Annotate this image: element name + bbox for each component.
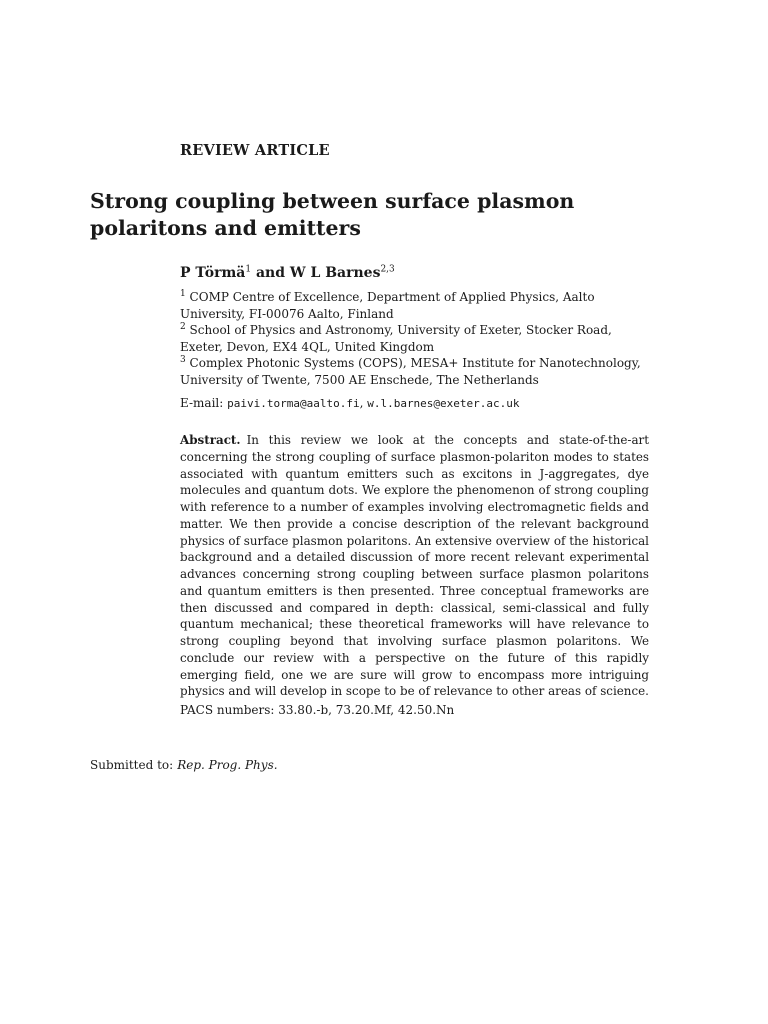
paper-title: Strong coupling between surface plasmon polaritons and emitters [90, 189, 575, 240]
author-name: P Törmä [180, 265, 246, 281]
author-list [180, 265, 395, 281]
pacs-numbers: PACS numbers: 33.80.-b, 73.20.Mf, 42.50.Nn [180, 703, 455, 717]
author-name: W L Barnes [289, 265, 381, 281]
email-separator: , [359, 396, 368, 410]
article-type-label: REVIEW ARTICLE [180, 142, 330, 159]
affiliation-text: School of Physics and Astronomy, University of Exeter, Stocker Road, Exeter, Devon, EX4 4QL, United Kingdom [180, 323, 612, 354]
abstract [180, 432, 649, 700]
affiliation-item [180, 322, 650, 355]
abstract-text: In this review we look at the concepts and state-of-the-art concerning the strong coupling of surface plasmon-polariton modes to states associated with quantum emitters such as excitons in J-aggregates, dye molecules and quantum dots. We explore the phenomenon of strong coupling with reference to a number of examples involving electromagnetic fields and matter. We then provide a concise description of the relevant background physics of surface plasmon polaritons. An extensive overview of the historical background and a detailed discussion of more recent relevant experimental advances concerning strong coupling between surface plasmon polaritons and quantum emitters is then presented. Three conceptual frameworks are then discussed and compared in depth: classical, semi-classical and fully quantum mechanical; these theoretical frameworks will have relevance to strong coupling beyond that involving surface plasmon polaritons. We conclude our review with a perspective on the future of this rapidly emerging field, one we are sure will grow to encompass more intriguing physics and will develop in scope to be of relevance to other areas of science. [180, 433, 649, 699]
author-affiliation-marker: 2,3 [380, 264, 395, 275]
author-connector: and [251, 265, 290, 281]
affiliation-item [180, 355, 650, 388]
affiliation-item [180, 289, 650, 322]
affiliation-text: Complex Photonic Systems (COPS), MESA+ Institute for Nanotechnology, University of Twente, 7500 AE Enschede, The Netherlands [180, 356, 641, 387]
journal-name: Rep. Prog. Phys. [177, 758, 278, 772]
submission-label: Submitted to: [90, 758, 174, 772]
email-link[interactable]: w.l.barnes@exeter.ac.uk [367, 397, 520, 410]
email-label: E-mail: [180, 396, 228, 410]
submission-line [90, 758, 278, 772]
email-line [180, 396, 520, 410]
abstract-label: Abstract. [180, 433, 241, 447]
affiliation-number: 3 [180, 355, 186, 365]
affiliation-list [180, 289, 650, 388]
affiliation-text: COMP Centre of Excellence, Department of Applied Physics, Aalto University, FI-00076 Aalto, Finland [180, 290, 595, 321]
email-link[interactable]: paivi.torma@aalto.fi [227, 397, 360, 410]
affiliation-number: 2 [180, 322, 186, 332]
author-affiliation-marker: 1 [245, 264, 252, 275]
affiliation-number: 1 [180, 289, 186, 299]
